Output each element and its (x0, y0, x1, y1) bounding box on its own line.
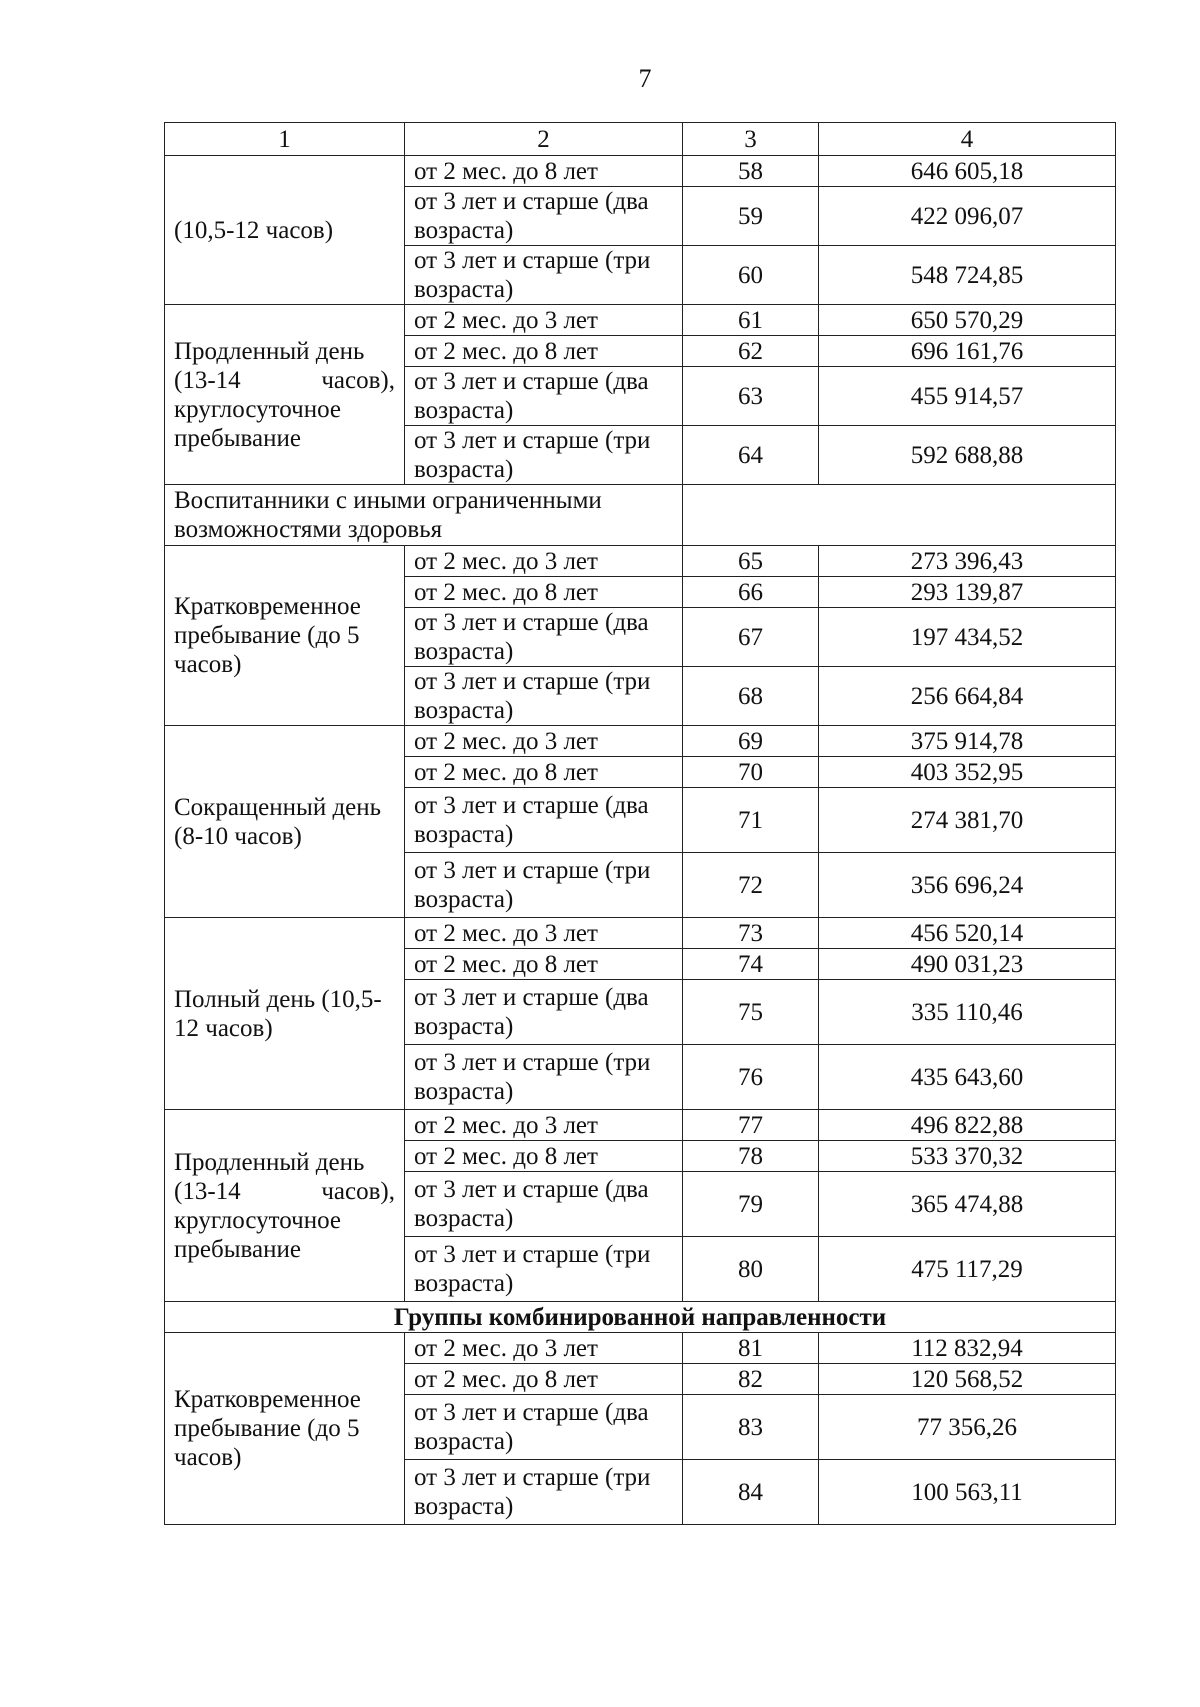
group-cell (165, 305, 405, 485)
number-cell: 77 (683, 1110, 819, 1141)
age-cell: от 3 лет и старше (три возраста) (405, 853, 683, 918)
value-cell: 365 474,88 (819, 1172, 1116, 1237)
age-cell: от 2 мес. до 8 лет (405, 156, 683, 187)
number-cell: 60 (683, 246, 819, 305)
number-cell: 73 (683, 918, 819, 949)
number-cell: 82 (683, 1364, 819, 1395)
age-cell: от 3 лет и старше (три возраста) (405, 1237, 683, 1302)
group-cell: Кратковременное пребывание (до 5 часов) (165, 1333, 405, 1525)
value-cell: 403 352,95 (819, 757, 1116, 788)
number-cell: 72 (683, 853, 819, 918)
age-cell: от 3 лет и старше (три возраста) (405, 426, 683, 485)
section-title: Группы комбинированной направленности (165, 1302, 1116, 1333)
column-header: 2 (405, 123, 683, 156)
table-row (165, 156, 1116, 187)
page-number: 7 (638, 64, 652, 93)
column-header: 3 (683, 123, 819, 156)
group-line: Продленный день (174, 1148, 365, 1176)
value-cell: 375 914,78 (819, 726, 1116, 757)
number-cell: 66 (683, 577, 819, 608)
group-line: пребывание (174, 424, 301, 452)
number-cell: 78 (683, 1141, 819, 1172)
group-line: Продленный день (174, 337, 365, 365)
number-cell: 79 (683, 1172, 819, 1237)
group-cell (165, 1110, 405, 1302)
table-row (165, 1333, 1116, 1364)
age-cell: от 3 лет и старше (два возраста) (405, 1172, 683, 1237)
section-row (165, 1302, 1116, 1333)
table-row (165, 918, 1116, 949)
value-cell: 120 568,52 (819, 1364, 1116, 1395)
group-line-part: часов), (321, 366, 395, 394)
table-row (165, 1110, 1116, 1141)
number-cell: 61 (683, 305, 819, 336)
age-cell: от 2 мес. до 8 лет (405, 577, 683, 608)
number-cell: 80 (683, 1237, 819, 1302)
group-cell: Полный день (10,5-12 часов) (165, 918, 405, 1110)
age-cell: от 2 мес. до 3 лет (405, 1333, 683, 1364)
value-cell: 274 381,70 (819, 788, 1116, 853)
table-header-row (165, 123, 1116, 156)
age-cell: от 2 мес. до 3 лет (405, 918, 683, 949)
age-cell: от 3 лет и старше (два возраста) (405, 788, 683, 853)
age-cell: от 2 мес. до 3 лет (405, 546, 683, 577)
age-cell: от 3 лет и старше (два возраста) (405, 608, 683, 667)
age-cell: от 3 лет и старше (два возраста) (405, 187, 683, 246)
number-cell: 71 (683, 788, 819, 853)
group-line: пребывание (174, 1235, 301, 1263)
value-cell: 490 031,23 (819, 949, 1116, 980)
value-cell: 455 914,57 (819, 367, 1116, 426)
number-cell: 83 (683, 1395, 819, 1460)
group-line (174, 1177, 395, 1206)
table-row (165, 546, 1116, 577)
number-cell: 81 (683, 1333, 819, 1364)
group-line-part: часов), (321, 1177, 395, 1205)
group-cell: (10,5-12 часов) (165, 156, 405, 305)
number-cell: 58 (683, 156, 819, 187)
column-header: 1 (165, 123, 405, 156)
table-row (165, 726, 1116, 757)
value-cell: 475 117,29 (819, 1237, 1116, 1302)
number-cell: 67 (683, 608, 819, 667)
age-cell: от 2 мес. до 3 лет (405, 305, 683, 336)
value-cell: 592 688,88 (819, 426, 1116, 485)
section-title: Воспитанники с иными ограниченными возможностями здоровья (165, 485, 683, 546)
section-row (165, 485, 1116, 546)
value-cell: 256 664,84 (819, 667, 1116, 726)
value-cell: 100 563,11 (819, 1460, 1116, 1525)
value-cell: 696 161,76 (819, 336, 1116, 367)
number-cell: 68 (683, 667, 819, 726)
age-cell: от 3 лет и старше (два возраста) (405, 1395, 683, 1460)
age-cell: от 2 мес. до 8 лет (405, 336, 683, 367)
value-cell: 356 696,24 (819, 853, 1116, 918)
group-line: круглосуточное (174, 1206, 341, 1234)
value-cell: 422 096,07 (819, 187, 1116, 246)
age-cell: от 3 лет и старше (три возраста) (405, 1460, 683, 1525)
age-cell: от 3 лет и старше (два возраста) (405, 367, 683, 426)
value-cell: 646 605,18 (819, 156, 1116, 187)
age-cell: от 2 мес. до 8 лет (405, 1364, 683, 1395)
column-header: 4 (819, 123, 1116, 156)
group-line (174, 366, 395, 395)
age-cell: от 2 мес. до 8 лет (405, 757, 683, 788)
number-cell: 62 (683, 336, 819, 367)
group-line: круглосуточное (174, 395, 341, 423)
group-cell: Кратковременное пребывание (до 5 часов) (165, 546, 405, 726)
age-cell: от 3 лет и старше (три возраста) (405, 1045, 683, 1110)
number-cell: 65 (683, 546, 819, 577)
value-cell: 77 356,26 (819, 1395, 1116, 1460)
age-cell: от 3 лет и старше (два возраста) (405, 980, 683, 1045)
number-cell: 76 (683, 1045, 819, 1110)
number-cell: 69 (683, 726, 819, 757)
number-cell: 63 (683, 367, 819, 426)
value-cell: 293 139,87 (819, 577, 1116, 608)
table-row (165, 305, 1116, 336)
empty-cell (683, 485, 1116, 546)
value-cell: 197 434,52 (819, 608, 1116, 667)
number-cell: 84 (683, 1460, 819, 1525)
number-cell: 74 (683, 949, 819, 980)
group-line-part: (13-14 (174, 366, 241, 394)
value-cell: 456 520,14 (819, 918, 1116, 949)
value-cell: 650 570,29 (819, 305, 1116, 336)
age-cell: от 2 мес. до 8 лет (405, 949, 683, 980)
value-cell: 533 370,32 (819, 1141, 1116, 1172)
value-cell: 273 396,43 (819, 546, 1116, 577)
value-cell: 435 643,60 (819, 1045, 1116, 1110)
tariff-table (164, 122, 1116, 1525)
value-cell: 335 110,46 (819, 980, 1116, 1045)
age-cell: от 3 лет и старше (три возраста) (405, 667, 683, 726)
number-cell: 64 (683, 426, 819, 485)
value-cell: 496 822,88 (819, 1110, 1116, 1141)
group-cell: Сокращенный день (8-10 часов) (165, 726, 405, 918)
age-cell: от 3 лет и старше (три возраста) (405, 246, 683, 305)
number-cell: 70 (683, 757, 819, 788)
age-cell: от 2 мес. до 3 лет (405, 1110, 683, 1141)
age-cell: от 2 мес. до 3 лет (405, 726, 683, 757)
group-line-part: (13-14 (174, 1177, 241, 1205)
value-cell: 548 724,85 (819, 246, 1116, 305)
number-cell: 59 (683, 187, 819, 246)
age-cell: от 2 мес. до 8 лет (405, 1141, 683, 1172)
value-cell: 112 832,94 (819, 1333, 1116, 1364)
number-cell: 75 (683, 980, 819, 1045)
